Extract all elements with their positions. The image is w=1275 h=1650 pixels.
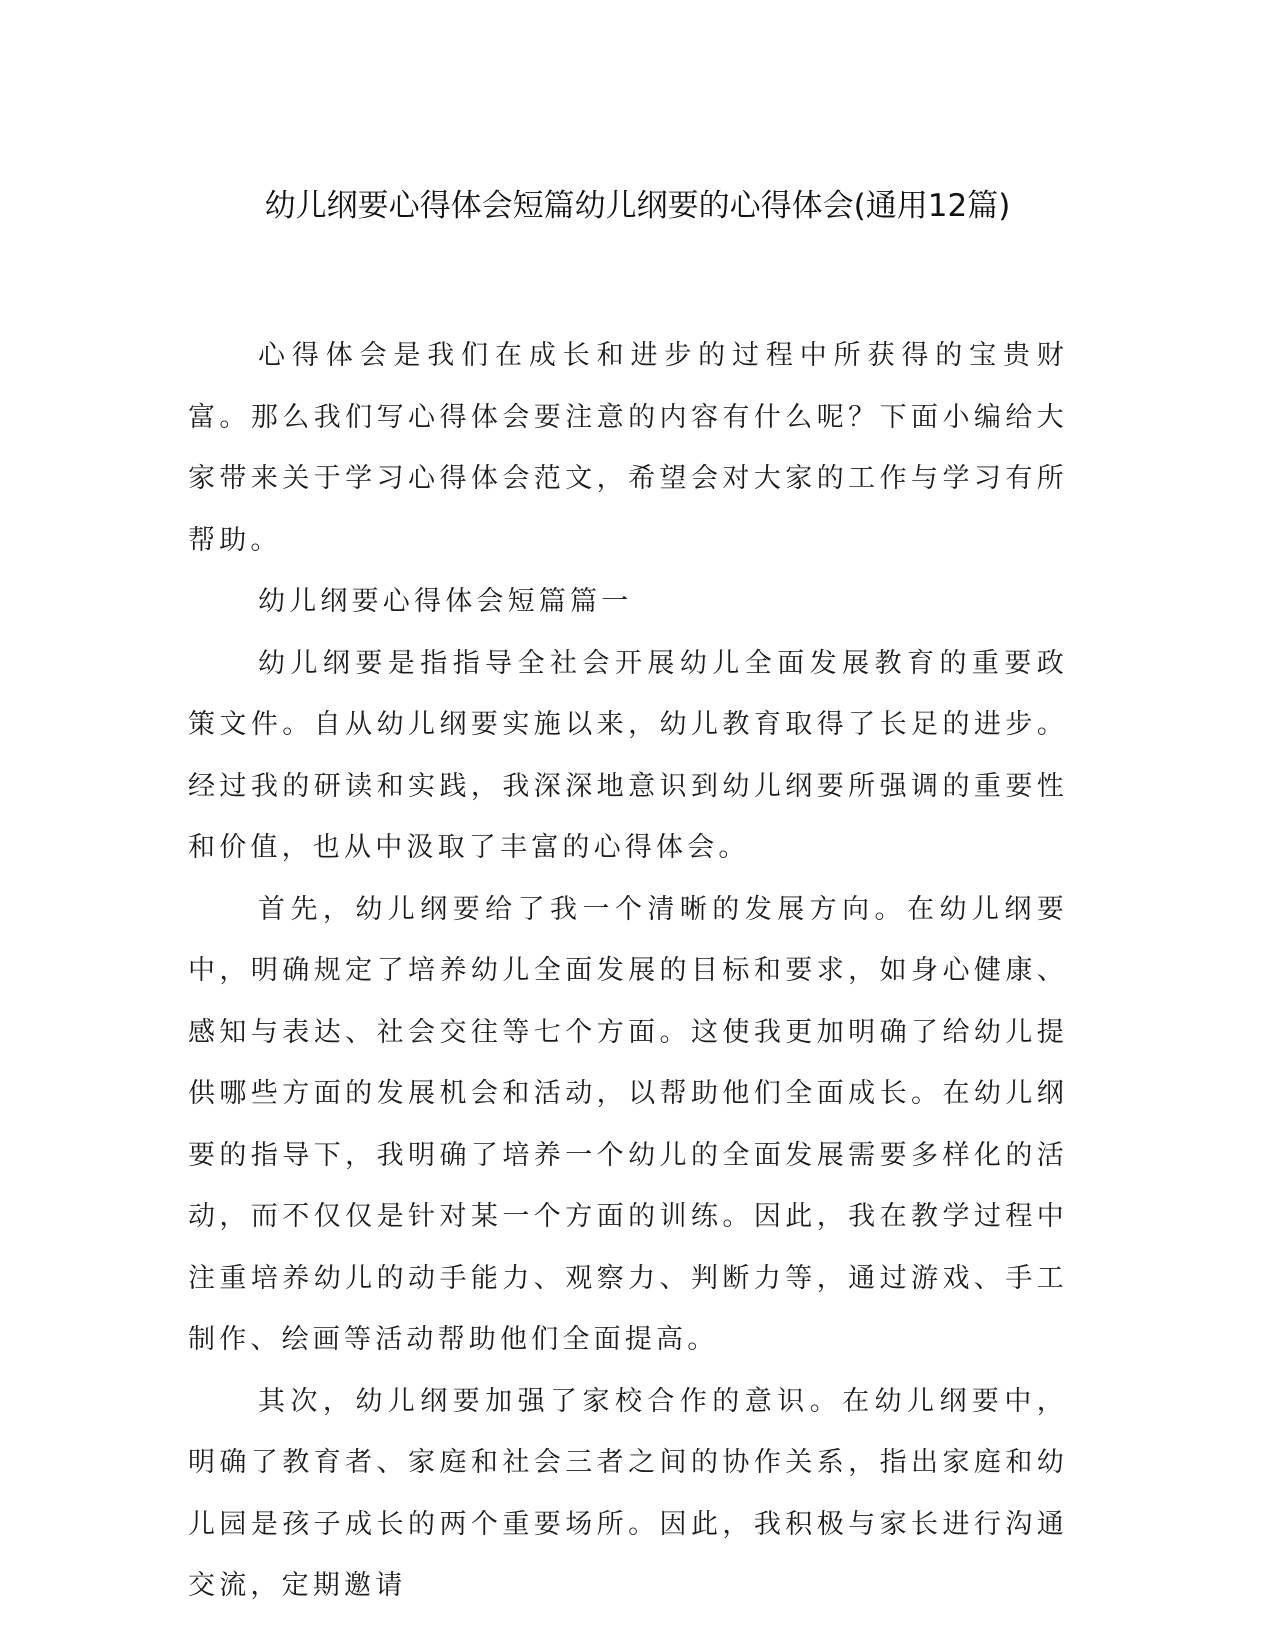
- document-title: 幼儿纲要心得体会短篇幼儿纲要的心得体会(通用12篇): [264, 188, 1011, 224]
- section-heading-1: 幼儿纲要心得体会短篇篇一: [258, 586, 633, 617]
- paragraph-3: 其次，幼儿纲要加强了家校合作的意识。在幼儿纲要中，明确了教育者、家庭和社会三者之间的协作关系，指出家庭和幼儿园是孩子成长的两个重要场所。因此，我积极与家长进行沟通交流，定期邀请: [188, 1385, 1068, 1601]
- paragraph-intro: 心得体会是我们在成长和进步的过程中所获得的宝贵财富。那么我们写心得体会要注意的内容有什么呢？下面小编给大家带来关于学习心得体会范文，希望会对大家的工作与学习有所帮助。: [188, 340, 1068, 556]
- paragraph-2: 首先，幼儿纲要给了我一个清晰的发展方向。在幼儿纲要中，明确规定了培养幼儿全面发展的目标和要求，如身心健康、感知与表达、社会交往等七个方面。这使我更加明确了给幼儿提供哪些方面的发展机会和活动，以帮助他们全面成长。在幼儿纲要的指导下，我明确了培养一个幼儿的全面发展需要多样化的活动，而不仅仅是针对某一个方面的训练。因此，我在教学过程中注重培养幼儿的动手能力、观察力、判断力等，通过游戏、手工制作、绘画等活动帮助他们全面提高。: [188, 893, 1068, 1355]
- document-body: [188, 325, 1068, 1617]
- paragraph-1: 幼儿纲要是指指导全社会开展幼儿全面发展教育的重要政策文件。自从幼儿纲要实施以来，幼儿教育取得了长足的进步。经过我的研读和实践，我深深地意识到幼儿纲要所强调的重要性和价值，也从中汲取了丰富的心得体会。: [188, 647, 1068, 863]
